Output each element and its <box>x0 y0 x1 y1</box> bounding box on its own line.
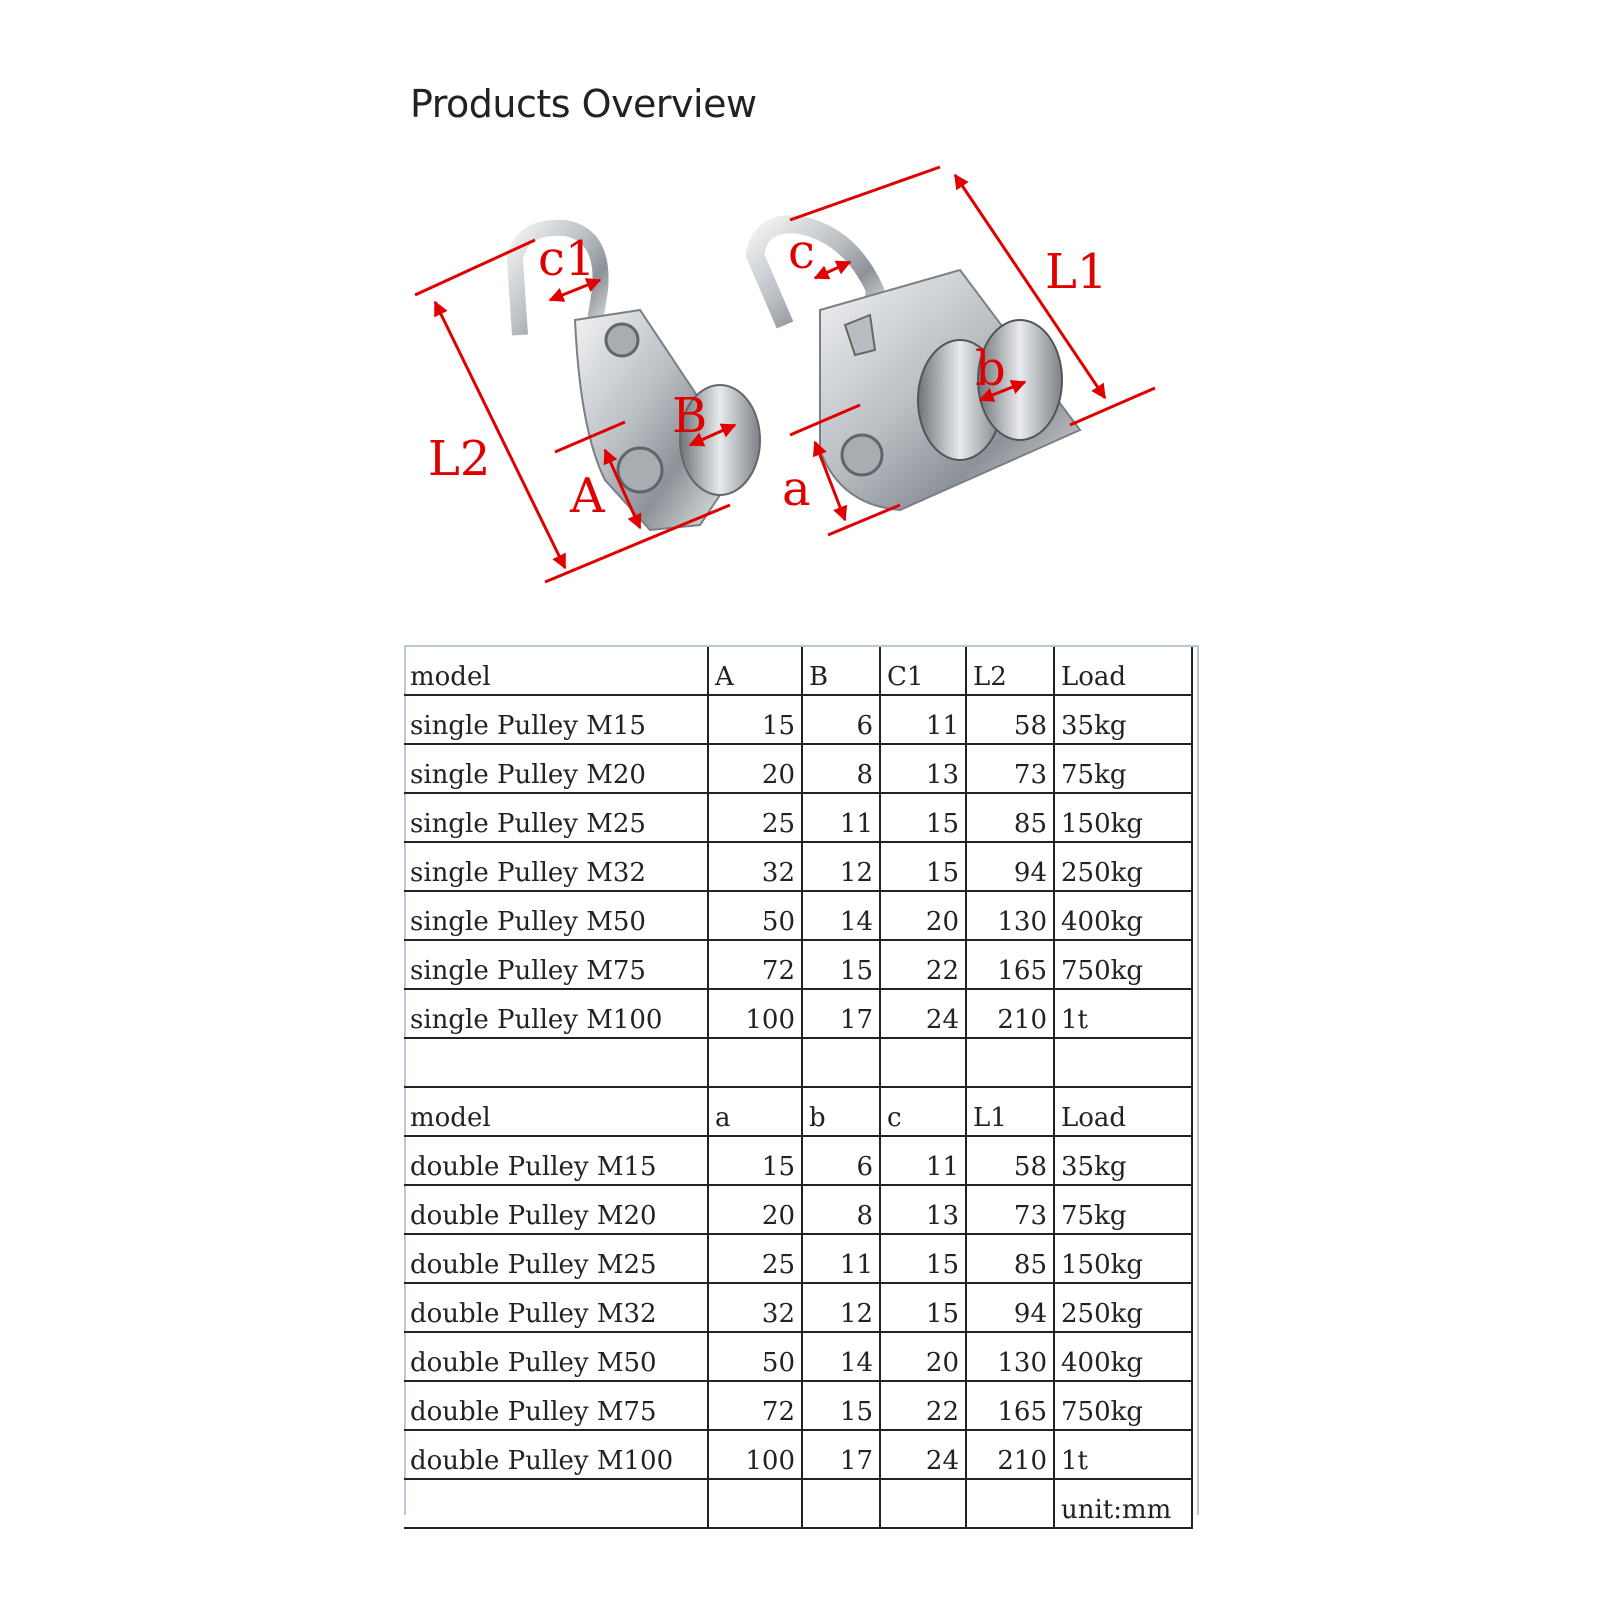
load-cell: 150kg <box>1054 793 1192 842</box>
value-cell: 100 <box>708 1430 802 1479</box>
empty-cell <box>966 1479 1054 1528</box>
value-cell: 24 <box>880 989 966 1038</box>
value-cell: 73 <box>966 1185 1054 1234</box>
value-cell: 24 <box>880 1430 966 1479</box>
table-row <box>404 1234 1192 1283</box>
single-header-row <box>404 647 1192 695</box>
double-pulley-axle <box>842 435 882 475</box>
dim-label-c: c <box>788 224 815 280</box>
value-cell: 20 <box>708 1185 802 1234</box>
model-cell: single Pulley M75 <box>404 940 708 989</box>
value-cell: 15 <box>880 1283 966 1332</box>
value-cell: 12 <box>802 842 880 891</box>
load-cell: 750kg <box>1054 940 1192 989</box>
model-cell: double Pulley M20 <box>404 1185 708 1234</box>
value-cell: 165 <box>966 940 1054 989</box>
value-cell: 11 <box>802 793 880 842</box>
value-cell: 94 <box>966 842 1054 891</box>
dim-label-c1: c1 <box>538 231 596 287</box>
model-cell: double Pulley M50 <box>404 1332 708 1381</box>
load-cell: 1t <box>1054 989 1192 1038</box>
value-cell: 58 <box>966 695 1054 744</box>
header-cell: model <box>404 647 708 695</box>
value-cell: 22 <box>880 1381 966 1430</box>
value-cell: 8 <box>802 1185 880 1234</box>
value-cell: 8 <box>802 744 880 793</box>
value-cell: 32 <box>708 842 802 891</box>
header-cell: Load <box>1054 647 1192 695</box>
dim-label-b: b <box>975 341 1006 397</box>
header-cell: Load <box>1054 1087 1192 1136</box>
load-cell: 75kg <box>1054 1185 1192 1234</box>
dim-label-A: A <box>570 468 605 524</box>
table-row <box>404 744 1192 793</box>
value-cell: 15 <box>708 1136 802 1185</box>
empty-cell <box>802 1479 880 1528</box>
empty-cell <box>404 1038 708 1087</box>
value-cell: 165 <box>966 1381 1054 1430</box>
value-cell: 17 <box>802 1430 880 1479</box>
value-cell: 85 <box>966 1234 1054 1283</box>
table-row <box>404 1185 1192 1234</box>
value-cell: 85 <box>966 793 1054 842</box>
empty-cell <box>708 1038 802 1087</box>
value-cell: 73 <box>966 744 1054 793</box>
value-cell: 58 <box>966 1136 1054 1185</box>
model-cell: double Pulley M15 <box>404 1136 708 1185</box>
value-cell: 210 <box>966 989 1054 1038</box>
empty-cell <box>966 1038 1054 1087</box>
load-cell: 35kg <box>1054 695 1192 744</box>
header-cell: A <box>708 647 802 695</box>
load-cell: 250kg <box>1054 842 1192 891</box>
value-cell: 20 <box>880 1332 966 1381</box>
unit-row <box>404 1479 1192 1528</box>
table-row <box>404 1136 1192 1185</box>
header-cell: model <box>404 1087 708 1136</box>
header-cell: C1 <box>880 647 966 695</box>
value-cell: 12 <box>802 1283 880 1332</box>
empty-cell <box>1054 1038 1192 1087</box>
table-row <box>404 1430 1192 1479</box>
model-cell: single Pulley M32 <box>404 842 708 891</box>
header-cell: c <box>880 1087 966 1136</box>
header-cell: L1 <box>966 1087 1054 1136</box>
value-cell: 32 <box>708 1283 802 1332</box>
load-cell: 750kg <box>1054 1381 1192 1430</box>
load-cell: 400kg <box>1054 1332 1192 1381</box>
spec-table <box>404 647 1193 1529</box>
table-row <box>404 940 1192 989</box>
empty-cell <box>880 1479 966 1528</box>
value-cell: 15 <box>880 1234 966 1283</box>
empty-cell <box>404 1479 708 1528</box>
model-cell: double Pulley M32 <box>404 1283 708 1332</box>
value-cell: 13 <box>880 744 966 793</box>
model-cell: single Pulley M100 <box>404 989 708 1038</box>
model-cell: single Pulley M20 <box>404 744 708 793</box>
value-cell: 6 <box>802 695 880 744</box>
dim-label-B: B <box>672 388 708 444</box>
table-row <box>404 1283 1192 1332</box>
value-cell: 20 <box>708 744 802 793</box>
value-cell: 11 <box>880 1136 966 1185</box>
double-header-row <box>404 1087 1192 1136</box>
load-cell: 150kg <box>1054 1234 1192 1283</box>
value-cell: 25 <box>708 1234 802 1283</box>
load-cell: 35kg <box>1054 1136 1192 1185</box>
value-cell: 72 <box>708 940 802 989</box>
value-cell: 20 <box>880 891 966 940</box>
value-cell: 100 <box>708 989 802 1038</box>
header-cell: b <box>802 1087 880 1136</box>
value-cell: 50 <box>708 1332 802 1381</box>
value-cell: 130 <box>966 891 1054 940</box>
load-cell: 1t <box>1054 1430 1192 1479</box>
table-row <box>404 1332 1192 1381</box>
value-cell: 15 <box>880 842 966 891</box>
value-cell: 15 <box>880 793 966 842</box>
model-cell: single Pulley M25 <box>404 793 708 842</box>
load-cell: 400kg <box>1054 891 1192 940</box>
value-cell: 25 <box>708 793 802 842</box>
value-cell: 22 <box>880 940 966 989</box>
page-title: Products Overview <box>410 82 757 126</box>
header-cell: a <box>708 1087 802 1136</box>
single-pulley-axle <box>618 448 662 492</box>
empty-cell <box>708 1479 802 1528</box>
table-row <box>404 695 1192 744</box>
dim-label-a: a <box>782 461 811 517</box>
value-cell: 14 <box>802 891 880 940</box>
empty-row <box>404 1038 1192 1087</box>
model-cell: double Pulley M25 <box>404 1234 708 1283</box>
table-row <box>404 1381 1192 1430</box>
model-cell: single Pulley M15 <box>404 695 708 744</box>
value-cell: 15 <box>708 695 802 744</box>
pulley-diagram <box>400 150 1200 620</box>
value-cell: 72 <box>708 1381 802 1430</box>
value-cell: 6 <box>802 1136 880 1185</box>
sheet-right-edge <box>1197 645 1199 1515</box>
header-cell: L2 <box>966 647 1054 695</box>
empty-cell <box>802 1038 880 1087</box>
table-row <box>404 842 1192 891</box>
model-cell: double Pulley M100 <box>404 1430 708 1479</box>
value-cell: 15 <box>802 940 880 989</box>
model-cell: double Pulley M75 <box>404 1381 708 1430</box>
table-row <box>404 891 1192 940</box>
load-cell: 75kg <box>1054 744 1192 793</box>
table-row <box>404 989 1192 1038</box>
header-cell: B <box>802 647 880 695</box>
value-cell: 15 <box>802 1381 880 1430</box>
empty-cell <box>880 1038 966 1087</box>
value-cell: 11 <box>880 695 966 744</box>
model-cell: single Pulley M50 <box>404 891 708 940</box>
value-cell: 17 <box>802 989 880 1038</box>
value-cell: 11 <box>802 1234 880 1283</box>
value-cell: 210 <box>966 1430 1054 1479</box>
value-cell: 13 <box>880 1185 966 1234</box>
dim-label-L2: L2 <box>428 431 491 487</box>
value-cell: 130 <box>966 1332 1054 1381</box>
value-cell: 14 <box>802 1332 880 1381</box>
load-cell: 250kg <box>1054 1283 1192 1332</box>
unit-note: unit:mm <box>1054 1479 1192 1528</box>
value-cell: 94 <box>966 1283 1054 1332</box>
table-row <box>404 793 1192 842</box>
value-cell: 50 <box>708 891 802 940</box>
dim-label-L1: L1 <box>1045 244 1108 300</box>
